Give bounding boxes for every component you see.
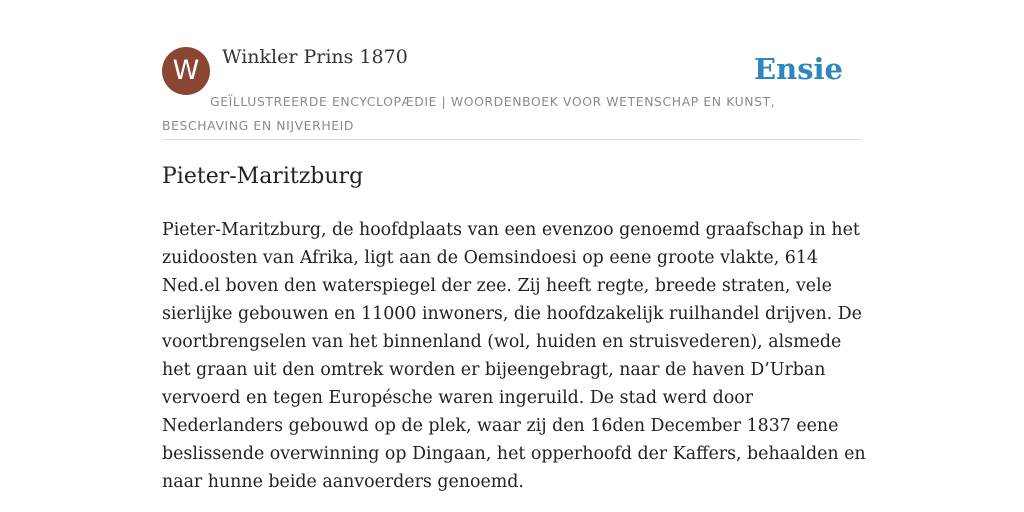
article-body: Pieter-Maritzburg, de hoofdplaats van een evenzoo genoemd graafschap in het zuidoosten van Afrika, ligt aan de Oemsindoesi op eene groote vlakte, 614 Ned.el boven den waterspiegel der zee. Zij heeft regte, breede straten, vele sierlijke gebouwen en 11000 inwoners, die hoofdzakelijk ruilhandel drijven. De voortbrengselen van het binnenland (wol, huiden en struisvederen), alsmede het graan uit den omtrek worden er bijeengebragt, naar de haven D’Urban vervoerd en tegen Europésche waren ingeruild. De stad werd door Nederlanders gebouwd op de plek, waar zij den 16den December 1837 eene beslissende overwinning op Dingaan, het opperhoofd der Kaffers, behaalden en naar hunne beide aanvoerders genoemd. [162,220,866,492]
header-divider [162,139,862,140]
source-avatar: W [162,47,210,95]
ensie-logo[interactable]: Ensie [754,52,843,86]
source-title[interactable]: Winkler Prins 1870 [222,46,408,68]
article-title: Pieter-Maritzburg [162,164,364,189]
source-subtitle: GEÏLLUSTREERDE ENCYCLOPÆDIE | WOORDENBOEK VOOR WETENSCHAP EN KUNST, BESCHAVING EN NIJVERHEID [162,94,776,133]
